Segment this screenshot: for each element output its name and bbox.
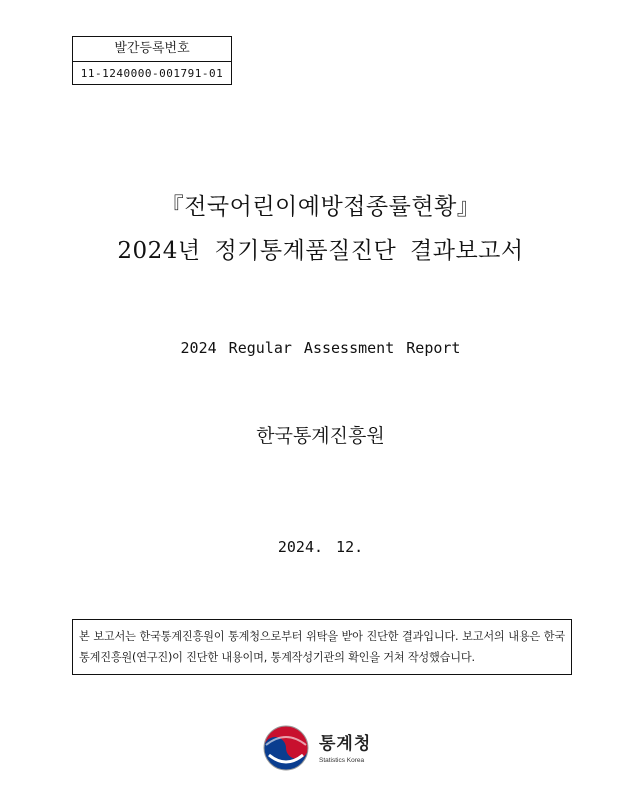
taegeuk-emblem-icon: [263, 725, 309, 771]
report-title-line1: 『전국어린이예방접종률현황』: [160, 194, 481, 220]
notice-box: 본 보고서는 한국통계진흥원이 통계청으로부터 위탁을 받아 진단한 결과입니다. 보고서의 내용은 한국통계진흥원(연구진)이 진단한 내용이며, 통계작성기관의 확인을 거쳐 작성했습니다.: [72, 619, 572, 675]
registration-box: [72, 36, 232, 85]
report-subtitle: 2024 Regular Assessment Report: [180, 339, 461, 357]
organization-name: 한국통계진흥원: [256, 425, 385, 447]
logo-name-english: Statistics Korea: [319, 757, 365, 764]
report-title-line2: 2024년 정기통계품질진단 결과보고서: [117, 238, 524, 264]
registration-number: 11-1240000-001791-01: [80, 67, 224, 80]
logo-name-korean: 통계청: [319, 734, 372, 754]
registration-label: 발간등록번호: [73, 37, 231, 62]
publication-date: 2024. 12.: [277, 538, 364, 556]
